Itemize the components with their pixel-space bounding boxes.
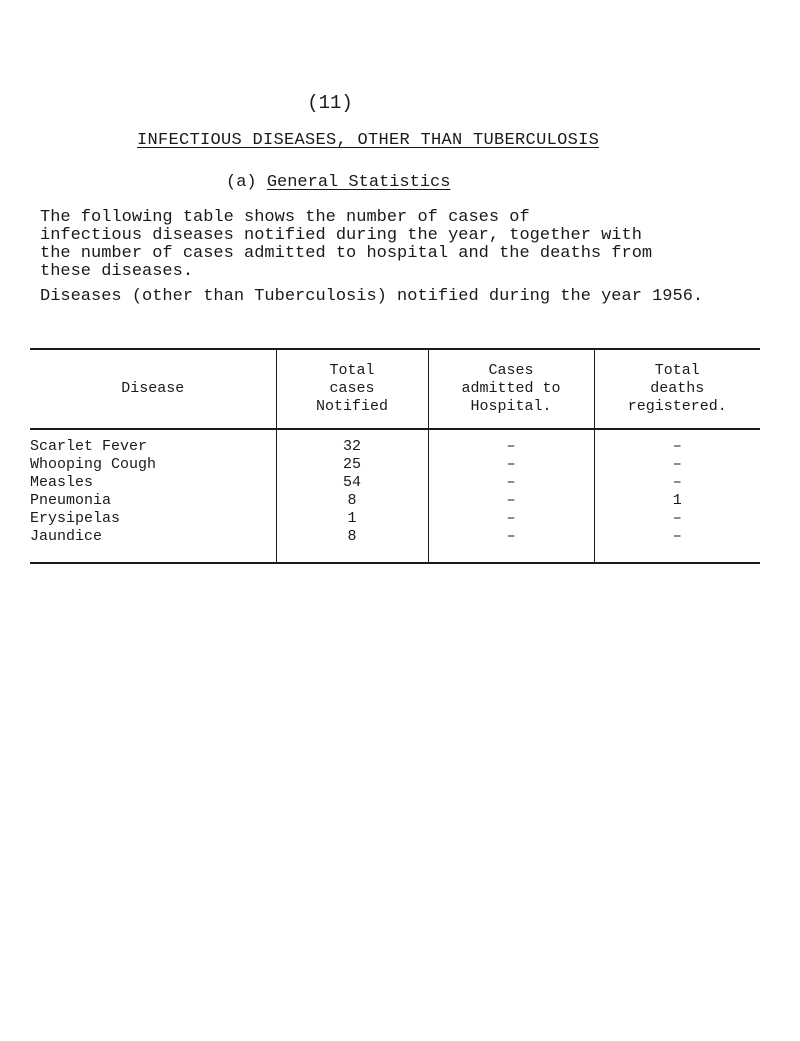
disease-name: Jaundice	[30, 528, 276, 563]
deaths-registered: 1	[594, 492, 760, 510]
deaths-registered: –	[594, 456, 760, 474]
header-disease: Disease	[30, 349, 276, 429]
deaths-registered: –	[594, 429, 760, 456]
cases-admitted: –	[428, 492, 594, 510]
cases-notified: 8	[276, 528, 428, 563]
section-heading: INFECTIOUS DISEASES, OTHER THAN TUBERCULOSIS	[137, 131, 600, 150]
header-total-deaths: Total deaths registered.	[594, 349, 760, 429]
table-caption: Diseases (other than Tuberculosis) notified during the year 1956.	[40, 287, 704, 306]
intro-paragraph: The following table shows the number of cases of infectious diseases notified during the year, together with the number of cases admitted to hospital and the deaths from these diseases.	[40, 208, 653, 281]
cases-notified: 54	[276, 474, 428, 492]
cases-notified: 8	[276, 492, 428, 510]
cases-admitted: –	[428, 429, 594, 456]
disease-name: Pneumonia	[30, 492, 112, 509]
deaths-registered: –	[594, 474, 760, 492]
table-row	[30, 492, 760, 510]
table-row	[30, 474, 760, 492]
header-cases-admitted: Cases admitted to Hospital.	[428, 349, 594, 429]
statistics-table	[30, 348, 760, 564]
disease-name: Scarlet Fever	[30, 438, 148, 455]
cases-notified: 1	[276, 510, 428, 528]
cases-admitted: –	[428, 528, 594, 563]
cases-admitted: –	[428, 510, 594, 528]
table-row	[30, 456, 760, 474]
disease-name: Erysipelas	[30, 510, 121, 527]
table-row	[30, 528, 760, 563]
header-total-cases: Total cases Notified	[276, 349, 428, 429]
subheading	[226, 173, 450, 192]
disease-name: Whooping Cough	[30, 456, 157, 473]
page-number: (11)	[307, 92, 353, 114]
subheading-text: General Statistics	[266, 173, 451, 192]
cases-notified: 32	[276, 429, 428, 456]
deaths-registered: –	[594, 510, 760, 528]
table-row	[30, 510, 760, 528]
table-header-row	[30, 349, 760, 429]
table-row	[30, 429, 760, 456]
cases-admitted: –	[428, 474, 594, 492]
deaths-registered: –	[594, 528, 760, 563]
disease-name: Measles	[30, 474, 94, 491]
statistics-table-container	[30, 348, 760, 564]
cases-admitted: –	[428, 456, 594, 474]
cases-notified: 25	[276, 456, 428, 474]
subheading-prefix: (a)	[226, 173, 267, 192]
